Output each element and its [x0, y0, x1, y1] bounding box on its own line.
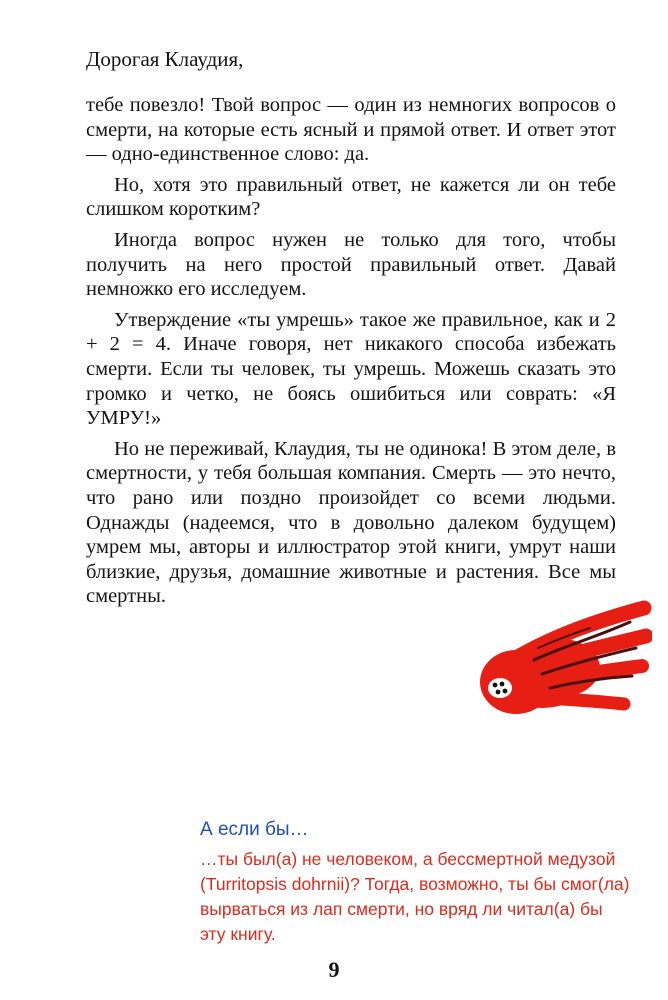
paragraph-4: Утверждение «ты умрешь» такое же правильное, как и 2 + 2 = 4. Иначе говоря, нет никакого способа избежать смерти. Если ты человек, ты умрешь. Можешь сказать это громко и четко, не боясь ошибиться или соврать: «Я УМРУ!» — [86, 308, 616, 430]
sidebar-heading: А если бы… — [200, 819, 309, 840]
paragraph-1: тебе повезло! Твой вопрос — один из немногих вопросов о смерти, на которые есть ясный и прямой ответ. И ответ этот — одно-единственное слово: да. — [86, 94, 616, 166]
letter-salutation: Дорогая Клаудия, — [86, 47, 244, 71]
page-number: 9 — [328, 957, 340, 982]
sidebar-text: …ты был(а) не человеком, а бессмертной медузой (Turritopsis dohrnii)? Тогда, возможно, ты бы смог(ла) вырваться из лап смерти, но вряд ли читал(а) бы эту книгу. — [200, 849, 630, 944]
paragraph-5: Но не переживай, Клаудия, ты не одинока! В этом деле, в смертности, у тебя большая компания. Смерть — это нечто, что рано или поздно произойдет со всеми людьми. Однажды (надеемся, что в довольно далеком будущем) умрем мы, авторы и иллюстратор этой книги, умрут наши близкие, друзья, домашние животные и растения. Все мы смертны. — [86, 437, 616, 608]
paragraph-3: Иногда вопрос нужен не только для того, чтобы получить на него простой правильный ответ. Давай немножко его исследуем. — [86, 228, 616, 301]
paragraph-2: Но, хотя это правильный ответ, не кажется ли он тебе слишком коротким? — [86, 173, 616, 221]
what-if-sidebar — [200, 818, 630, 947]
letter-body — [86, 93, 616, 615]
jellyfish-illustration — [472, 600, 652, 725]
